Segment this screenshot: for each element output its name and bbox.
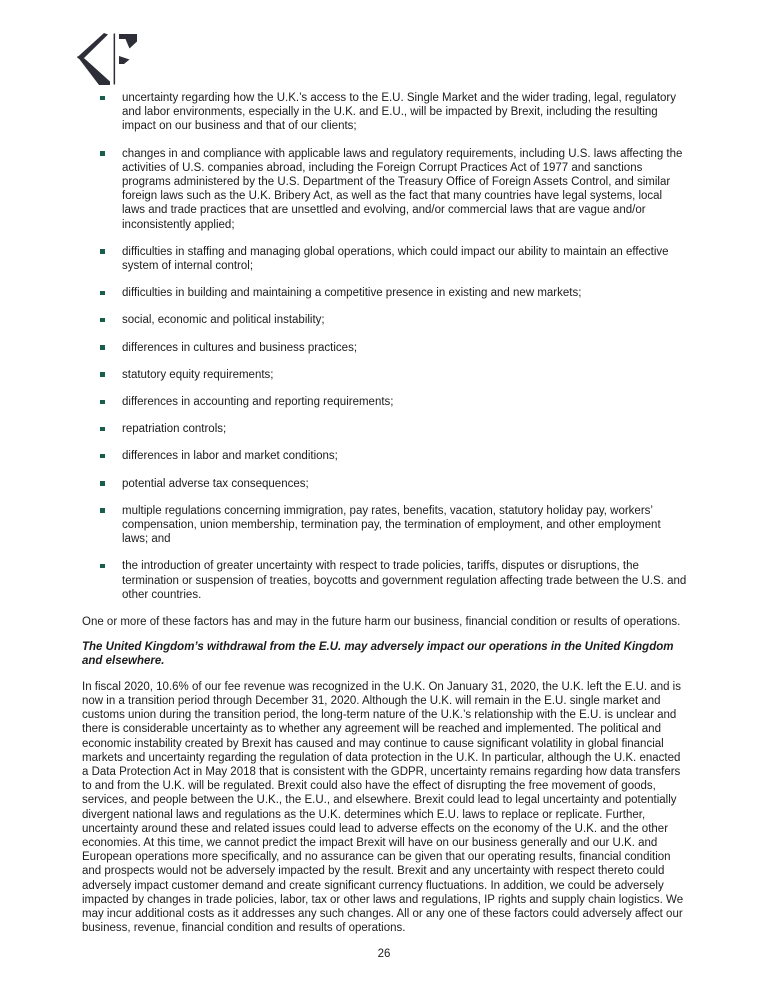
closing-paragraph: One or more of these factors has and may in the future harm our business, financial condition or results of operations. xyxy=(82,616,681,629)
bullet-text: repatriation controls; xyxy=(122,423,227,436)
list-item xyxy=(82,422,688,436)
bullet-text: difficulties in staffing and managing global operations, which could impact our ability to maintain an effective system of internal control; xyxy=(122,245,669,273)
list-item xyxy=(82,286,688,300)
list-item xyxy=(82,245,688,273)
bullet-square-icon xyxy=(100,372,105,377)
document-body xyxy=(82,91,688,935)
list-item xyxy=(82,449,688,463)
section-body-paragraph: In fiscal 2020, 10.6% of our fee revenue was recognized in the U.K. On January 31, 2020, the U.K. left the E.U. and is now in a transition period through December 31, 2020. Although the U.K. will remain in the E.U. single market and customs union during the transition period, the long-term nature of the U.K.’s relationship with the E.U. is unclear and there is considerable uncertainty as to whether any agreement will be reached and implemented. The political and economic instability created by Brexit has caused and may continue to cause significant volatility in global financial markets and uncertainty regarding the regulation of data protection in the U.K. In particular, although the U.K. enacted a Data Protection Act in May 2018 that is consistent with the GDPR, uncertainty remains regarding how data transfers to and from the U.K. will be regulated. Brexit could also have the effect of disrupting the free movement of goods, services, and people between the U.K., the E.U., and elsewhere. Brexit could lead to legal uncertainty and potentially divergent national laws and regulations as the U.K. determines which E.U. laws to replace or replicate. Further, uncertainty around these and related issues could lead to adverse effects on the economy of the U.K. and the other economies. At this time, we cannot predict the impact Brexit will have on our business generally and our U.K. and European operations more specifically, and no assurance can be given that our operating results, financial condition and prospects would not be adversely impacted by the result. Brexit and any uncertainty with respect thereto could adversely impact customer demand and create significant currency fluctuations. In addition, we could be adversely impacted by changes in trade policies, labor, tax or other laws and regulations, IP rights and supply chain logistics. We may incur additional costs as it addresses any such changes. All or any one of these factors could adversely affect our business, revenue, financial condition and results of operations. xyxy=(82,680,684,935)
bullet-square-icon xyxy=(100,249,105,254)
list-item xyxy=(82,313,688,327)
risk-factor-bullet-list xyxy=(82,91,688,602)
list-item xyxy=(82,477,688,491)
bullet-text: statutory equity requirements; xyxy=(122,368,274,381)
bullet-square-icon xyxy=(100,400,105,405)
bullet-text: difficulties in building and maintaining a competitive presence in existing and new markets; xyxy=(122,287,582,300)
bullet-text: the introduction of greater uncertainty with respect to trade policies, tariffs, disputes or disruptions, the termination or suspension of treaties, boycotts and government regulation affecting trade between the U.S. and other countries. xyxy=(122,560,687,601)
bullet-square-icon xyxy=(100,151,105,156)
list-item xyxy=(82,504,688,547)
bullet-text: differences in cultures and business practices; xyxy=(122,341,358,354)
list-item xyxy=(82,147,688,232)
list-item xyxy=(82,559,688,602)
bullet-square-icon xyxy=(100,508,105,513)
bullet-text: uncertainty regarding how the U.K.’s access to the E.U. Single Market and the wider trading, legal, regulatory and labor environments, especially in the U.K. and E.U., will be impacted by Brexit, including the resulting impact on our business and that of our clients; xyxy=(122,92,676,133)
bullet-text: multiple regulations concerning immigration, pay rates, benefits, vacation, statutory holiday pay, workers’ compensation, union membership, termination pay, the termination of employment, and other employment laws; and xyxy=(122,504,661,546)
list-item xyxy=(82,91,688,134)
bullet-text: differences in accounting and reporting requirements; xyxy=(122,396,394,409)
kf-logo-icon xyxy=(75,33,137,85)
bullet-square-icon xyxy=(100,454,105,459)
bullet-square-icon xyxy=(100,564,105,569)
page-number: 26 xyxy=(377,948,391,960)
list-item xyxy=(82,341,688,355)
bullet-text: social, economic and political instability; xyxy=(122,314,325,327)
list-item xyxy=(82,368,688,382)
bullet-square-icon xyxy=(100,291,105,296)
bullet-text: differences in labor and market conditions; xyxy=(122,450,338,463)
section-heading: The United Kingdom’s withdrawal from the E.U. may adversely impact our operations in the United Kingdom and elsewhere. xyxy=(82,641,674,668)
bullet-square-icon xyxy=(100,318,105,323)
bullet-text: changes in and compliance with applicable laws and regulatory requirements, including U.S. laws affecting the activities of U.S. companies abroad, including the Foreign Corrupt Practices Act of 1977 and sanctions programs administered by the U.S. Department of the Treasury Office of Foreign Assets Control, and similar foreign laws such as the U.K. Bribery Act, as well as the fact that many countries have legal systems, local laws and trade practices that are unsettled and evolving, and/or commercial laws that are vague and/or inconsistently applied; xyxy=(122,147,683,231)
bullet-square-icon xyxy=(100,481,105,486)
bullet-text: potential adverse tax consequences; xyxy=(122,477,309,490)
list-item xyxy=(82,395,688,409)
bullet-square-icon xyxy=(100,345,105,350)
bullet-square-icon xyxy=(100,96,105,101)
bullet-square-icon xyxy=(100,427,105,432)
